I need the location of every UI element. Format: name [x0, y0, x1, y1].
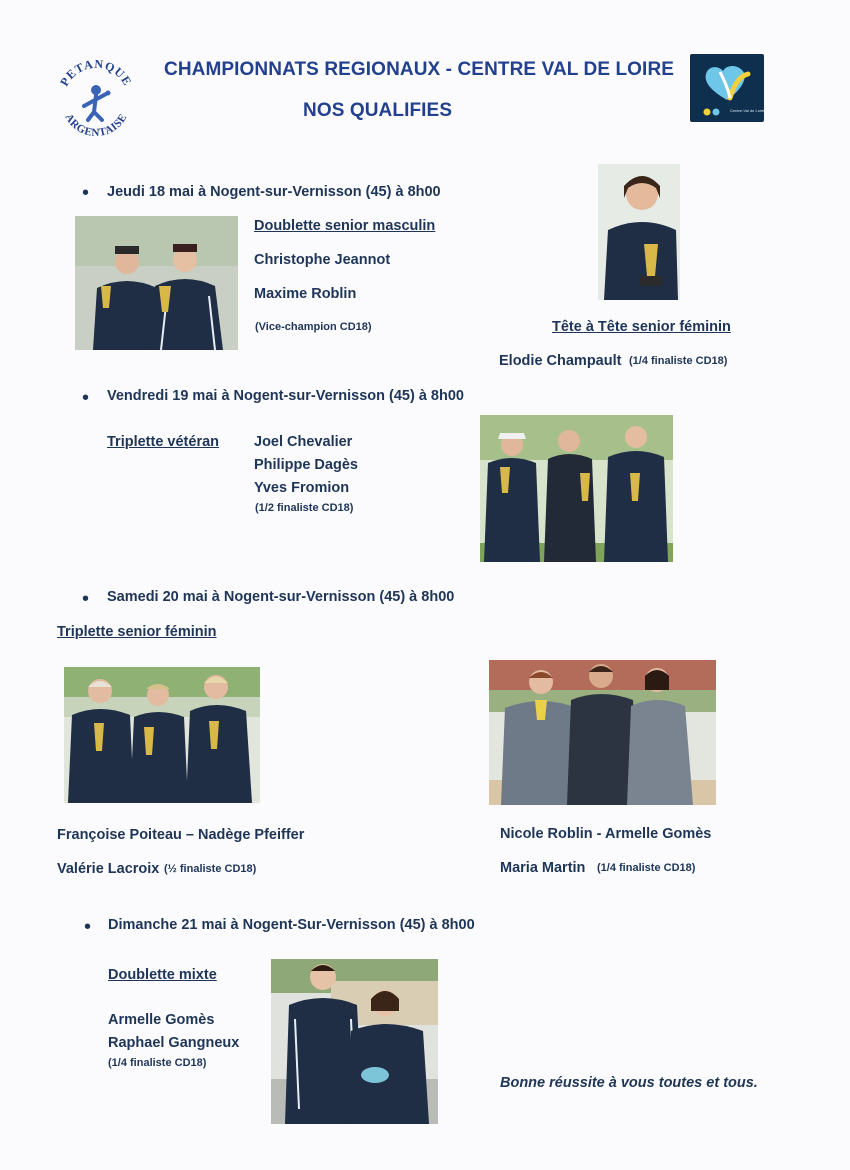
player-name: Yves Fromion — [254, 480, 350, 496]
bullet: • — [82, 182, 90, 204]
photo-doublette-masculin — [75, 216, 238, 350]
result-note: (1/2 finaliste CD18) — [255, 502, 354, 514]
petanque-player-icon — [50, 56, 142, 140]
player-name: Elodie Champault — [499, 353, 622, 369]
region-logo-caption: Centre-Val de Loire — [730, 108, 765, 113]
result-note: (Vice-champion CD18) — [255, 321, 372, 333]
category-triplette-senior-feminin: Triplette senior féminin — [57, 624, 217, 640]
page-subtitle: NOS QUALIFIES — [303, 100, 453, 121]
player-name: Armelle Gomès — [108, 1012, 215, 1028]
players-line: Valérie Lacroix — [57, 861, 160, 877]
photo-triplette-feminin-1 — [64, 667, 260, 803]
players-line: Maria Martin — [500, 860, 586, 876]
player-name: Philippe Dagès — [254, 457, 358, 473]
page-title: CHAMPIONNATS REGIONAUX - CENTRE VAL DE LOIRE — [164, 59, 675, 80]
date-line-samedi: Samedi 20 mai à Nogent-sur-Vernisson (45) à 8h00 — [107, 589, 455, 605]
date-line-jeudi: Jeudi 18 mai à Nogent-sur-Vernisson (45) à 8h00 — [107, 184, 441, 200]
result-note: (1/4 finaliste CD18) — [108, 1057, 207, 1069]
category-doublette-mixte: Doublette mixte — [108, 967, 217, 983]
logo-top-text: PETANQUE — [57, 56, 135, 89]
player-name: Maxime Roblin — [254, 286, 357, 302]
result-note: (½ finaliste CD18) — [164, 863, 257, 875]
photo-triplette-veteran — [480, 415, 673, 562]
photo-triplette-feminin-2 — [489, 660, 716, 805]
photo-tete-a-tete-feminin — [598, 164, 680, 300]
result-note: (1/4 finaliste CD18) — [629, 355, 728, 367]
closing-message: Bonne réussite à vous toutes et tous. — [500, 1075, 758, 1091]
category-triplette-veteran: Triplette vétéran — [107, 434, 220, 450]
bullet: • — [84, 916, 92, 938]
category-doublette-senior-masculin: Doublette senior masculin — [254, 218, 436, 234]
club-logo — [50, 56, 142, 140]
category-tete-a-tete-senior-feminin: Tête à Tête senior féminin — [552, 319, 731, 335]
bullet: • — [82, 387, 90, 409]
photo-doublette-mixte — [271, 959, 438, 1124]
svg-text:PETANQUE — [57, 57, 135, 89]
player-name: Joel Chevalier — [254, 434, 353, 450]
logo-bottom-text: ARGENTAISE — [62, 111, 130, 140]
date-line-dimanche: Dimanche 21 mai à Nogent-Sur-Vernisson (45) à 8h00 — [108, 917, 475, 933]
result-note: (1/4 finaliste CD18) — [597, 862, 696, 874]
bullet: • — [82, 588, 90, 610]
date-line-vendredi: Vendredi 19 mai à Nogent-sur-Vernisson (45) à 8h00 — [107, 388, 464, 404]
player-name: Raphael Gangneux — [108, 1035, 240, 1051]
player-name: Christophe Jeannot — [254, 252, 391, 268]
region-logo — [690, 54, 764, 122]
players-line: Françoise Poiteau – Nadège Pfeiffer — [57, 827, 305, 843]
players-line: Nicole Roblin - Armelle Gomès — [500, 826, 712, 842]
